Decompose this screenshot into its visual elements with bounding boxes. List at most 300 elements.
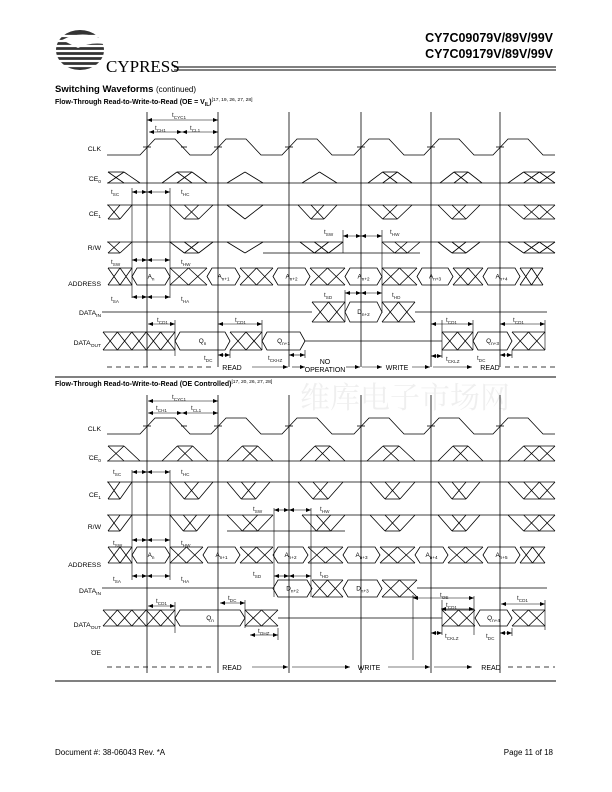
label-main: A	[215, 552, 220, 560]
label-sub: CD1	[447, 319, 457, 325]
signal-label	[68, 562, 101, 569]
label-main: t	[181, 259, 183, 266]
label-sub: HW	[391, 231, 400, 237]
label-main: t	[445, 633, 447, 640]
signal-label	[89, 492, 101, 501]
timing-label	[320, 506, 330, 514]
transition-diagonal	[245, 205, 263, 219]
data-out-label	[486, 338, 499, 346]
timing-label	[156, 598, 167, 606]
label-main: t	[446, 602, 448, 609]
label-main: t	[320, 571, 322, 578]
timing-label	[486, 633, 495, 641]
address-waveform	[108, 547, 545, 563]
timing-label	[111, 259, 121, 267]
signal-label	[89, 176, 101, 185]
label-sub: CD1	[447, 604, 457, 610]
diagram-2	[55, 379, 555, 673]
data-out-label	[199, 338, 207, 346]
transition-diagonal	[466, 242, 480, 253]
label-pre: Flow-Through Read-to-Write-to-Read (	[55, 99, 183, 106]
label-main: D	[357, 309, 362, 317]
label-sub: DC	[229, 597, 237, 603]
label-sub: n+1	[221, 276, 230, 282]
transition-diagonal	[438, 482, 452, 499]
transition-diagonal	[368, 172, 383, 183]
transition-diagonal	[120, 242, 132, 253]
timing-label	[445, 633, 459, 641]
timing-label	[446, 317, 457, 325]
label-sub: n+3	[360, 588, 369, 594]
label-sub: HA	[182, 298, 190, 304]
transition-diagonal	[227, 205, 245, 219]
address-label	[425, 552, 438, 560]
label-sub: CD1	[236, 319, 246, 325]
label-sub: CD1	[157, 600, 167, 606]
transition-diagonal	[466, 515, 480, 531]
diagram-title	[55, 97, 253, 108]
transition-diagonal	[438, 446, 453, 461]
label-main: t	[446, 356, 448, 363]
label-sub: OE	[441, 594, 449, 600]
signal-label	[88, 245, 102, 252]
timing-label	[191, 405, 202, 413]
label-main: A	[428, 273, 434, 281]
label-sub: SD	[325, 294, 333, 300]
label-sub: SD	[254, 573, 262, 579]
signal-label	[89, 455, 101, 464]
data-in-waveform	[102, 580, 547, 597]
label-bar: OE	[91, 650, 101, 657]
phase-label: READ	[480, 365, 500, 372]
label-sub: DC	[478, 357, 486, 363]
label-sub: HC	[182, 191, 190, 197]
timing-label	[172, 394, 186, 402]
transition-diagonal	[440, 172, 454, 183]
label-sub: CKLZ	[446, 635, 459, 641]
part-number-line2: CY7C09179V/89V/99V	[425, 47, 553, 61]
label-main: t	[113, 469, 115, 476]
label-sub: CKHZ	[269, 357, 283, 363]
address-label	[355, 552, 368, 560]
label-pre: Flow-Through Read-to-Write-to-Read (	[55, 381, 183, 388]
timing-label	[181, 189, 190, 197]
data-out-label	[277, 338, 290, 346]
label-sub: n+3	[433, 276, 442, 282]
timing-label	[235, 317, 246, 325]
timing-label	[324, 229, 334, 237]
timing-label	[113, 576, 122, 584]
label-sub: 0	[98, 458, 101, 464]
label-sub: 1	[98, 214, 101, 220]
transition-diagonal	[508, 515, 524, 531]
timing-label	[181, 469, 190, 477]
transition-diagonal	[328, 482, 343, 499]
phase-label: READ	[222, 665, 242, 672]
transition-diagonal	[300, 446, 315, 461]
transition-diagonal	[400, 482, 415, 499]
transition-diagonal	[438, 242, 452, 253]
ce1-waveform	[107, 205, 555, 219]
watermark: 维库电子市场网	[300, 381, 510, 416]
timing-label	[517, 595, 528, 603]
label-main: A	[425, 552, 430, 560]
diagram-title	[55, 379, 273, 388]
label-main: t	[181, 469, 183, 476]
label-sub: n	[151, 276, 155, 282]
label-main: A	[217, 273, 222, 281]
label-main: t	[253, 506, 255, 513]
label-sub: SW	[114, 542, 123, 548]
transition-diagonal	[367, 446, 383, 461]
signal-label	[89, 211, 101, 220]
data-out-label	[487, 615, 500, 623]
ce1-waveform	[107, 482, 555, 499]
label-bar: W	[94, 524, 101, 531]
clk-waveform	[107, 418, 555, 434]
label-main: DATA	[73, 622, 91, 629]
label-sub: OHZ	[259, 630, 270, 636]
label-main: t	[111, 189, 113, 196]
transition-diagonal	[256, 482, 270, 499]
label-main: Q	[277, 338, 283, 346]
transition-diagonal	[400, 515, 415, 531]
signal-label	[68, 281, 101, 288]
label-main: A	[147, 273, 152, 281]
label-main: t	[228, 595, 230, 602]
label-sub: n+2	[361, 276, 370, 282]
address-label	[148, 274, 155, 282]
label-main: t	[156, 598, 158, 605]
data-in-label	[356, 586, 369, 594]
phase-legend	[107, 359, 555, 374]
transition-diagonal	[508, 482, 524, 499]
transition-diagonal	[508, 205, 524, 219]
timing-label	[181, 576, 190, 584]
label-main: t	[324, 229, 326, 236]
transition-diagonal	[468, 446, 483, 461]
label-main: t	[111, 296, 113, 303]
logo-text: CYPRESS	[106, 57, 180, 76]
clk-line	[107, 139, 555, 155]
transition-diagonal	[468, 172, 482, 183]
transition-diagonal	[438, 515, 452, 531]
transition-diagonal	[170, 482, 184, 499]
label-sub: n	[211, 618, 214, 623]
label-main: t	[156, 405, 158, 412]
transition-diagonal	[197, 515, 210, 531]
label-post: Controlled)	[192, 381, 232, 388]
label-sub: SA	[114, 578, 121, 584]
label-main: t	[258, 628, 260, 635]
timing-label	[392, 292, 401, 300]
transition-diagonal	[382, 242, 395, 253]
label-sub: SC	[112, 191, 120, 197]
timing-label	[440, 592, 448, 600]
label-sub: SA	[112, 298, 119, 304]
transition-diagonal	[370, 515, 385, 531]
transition-diagonal	[370, 482, 385, 499]
label-sub: HD	[321, 573, 329, 579]
transition-diagonal	[331, 515, 345, 531]
label-sub: IN	[96, 313, 101, 319]
label-sub: HW	[182, 542, 191, 548]
label-main: Q	[206, 615, 212, 623]
rw-waveform	[107, 515, 555, 531]
label-sub: n+5	[499, 555, 508, 560]
label-sub: n+1	[282, 341, 290, 346]
transition-diagonal	[399, 446, 415, 461]
label-main: Q	[486, 338, 492, 346]
data-in-label	[286, 586, 299, 594]
label-main: t	[446, 317, 448, 324]
transition-diagonal	[368, 205, 383, 219]
transition-diagonal	[199, 205, 213, 219]
timing-label	[113, 469, 122, 477]
signal-label	[79, 310, 101, 319]
address-label	[284, 552, 297, 560]
label-main: t	[172, 394, 174, 401]
label-sub: CH1	[157, 407, 167, 413]
timing-label	[228, 595, 237, 603]
transition-diagonal	[245, 242, 263, 253]
label-main: t	[517, 595, 519, 602]
timing-label	[446, 602, 457, 610]
label-sub: 1	[98, 495, 101, 501]
timing-label	[181, 540, 191, 548]
label-sub: n+2	[288, 555, 297, 560]
label-sub: HC	[182, 471, 190, 477]
label-sub: CL1	[192, 407, 202, 413]
transition-diagonal	[508, 446, 524, 461]
label-sub: n+2	[289, 276, 298, 282]
label-sub: n+4	[429, 555, 438, 560]
label-sub: CD1	[158, 319, 168, 325]
signal-label	[74, 622, 101, 631]
transition-diagonal	[397, 205, 412, 219]
label-sub: CD1	[518, 597, 528, 603]
label-sub: IN	[96, 591, 101, 597]
transition-diagonal	[162, 172, 177, 183]
transition-diagonal	[199, 482, 213, 499]
data-out-waveform	[103, 332, 545, 350]
timing-label	[190, 125, 201, 133]
transition-diagonal	[258, 446, 273, 461]
label-main: t	[181, 296, 183, 303]
label-main: t	[320, 506, 322, 513]
label-main: t	[253, 571, 255, 578]
label-main: t	[235, 317, 237, 324]
label-sub: DC	[487, 635, 495, 641]
label-main: A	[495, 273, 500, 281]
label-sub: SW	[254, 508, 263, 514]
section-title: Switching Waveforms	[55, 84, 154, 95]
label-main: t	[155, 125, 157, 132]
ce0-waveform	[107, 172, 555, 183]
transition-diagonal	[302, 172, 320, 183]
label-sub: CYC1	[173, 396, 187, 402]
timing-label	[155, 125, 166, 133]
label-sub: n+4	[492, 618, 500, 623]
label-main: Q	[198, 338, 204, 346]
address-label	[495, 274, 508, 282]
signal-label	[88, 426, 102, 433]
section-heading	[55, 84, 196, 95]
transition-diagonal	[302, 515, 316, 531]
label-sub: HD	[393, 294, 401, 300]
label-main: D	[286, 585, 291, 593]
signal-label	[79, 588, 101, 597]
label-notes: [17, 19, 26, 27, 28]	[211, 98, 253, 103]
timing-label	[320, 571, 329, 579]
label-main: A	[147, 552, 152, 560]
address-label	[217, 274, 230, 282]
label-main: CLK	[87, 426, 101, 433]
label-main: t	[191, 405, 193, 412]
label-sub: n+1	[219, 555, 228, 560]
label-bar: OE	[182, 99, 193, 106]
label-sub: SC	[114, 471, 122, 477]
signal-label	[74, 340, 101, 349]
label-sub: CKLZ	[447, 358, 460, 364]
label-main: A	[284, 552, 289, 560]
transition-diagonal	[300, 242, 314, 253]
label-sub: HW	[321, 508, 330, 514]
transition-diagonal	[170, 205, 184, 219]
label-sub: IL	[204, 101, 210, 108]
label-main: DATA	[79, 310, 97, 317]
label-main: A	[285, 273, 290, 281]
label-main: t	[157, 317, 159, 324]
timing-label	[113, 540, 123, 548]
timing-label	[324, 292, 333, 300]
timing-label	[181, 296, 190, 304]
label-bar: CE	[88, 176, 99, 183]
address-label	[148, 552, 155, 560]
signal-label	[88, 524, 102, 531]
label-sub: n	[151, 555, 155, 560]
label-sub: n+2	[290, 588, 299, 594]
label-sub: CL1	[191, 127, 201, 133]
label-bar: CE	[88, 455, 99, 462]
label-sub: CYC1	[173, 114, 187, 120]
label-main: t	[190, 125, 192, 132]
address-label	[495, 552, 508, 560]
transition-diagonal	[397, 172, 412, 183]
timing-reference-lines	[132, 470, 545, 660]
label-main: A	[495, 552, 500, 560]
clk-waveform	[107, 139, 555, 155]
transition-diagonal	[199, 242, 213, 253]
timing-label	[390, 229, 400, 237]
label-main: t	[390, 229, 392, 236]
transition-diagonal	[258, 515, 273, 531]
edge-lines	[147, 112, 500, 367]
phase-label: READ	[222, 365, 242, 372]
data-in-waveform	[102, 302, 547, 322]
rw-waveform	[107, 242, 555, 253]
label-sub: n+2	[361, 312, 370, 317]
transition-diagonal	[245, 172, 263, 183]
data-out-waveform	[103, 610, 545, 626]
document-number: Document #: 38-06043 Rev. *A	[55, 748, 166, 757]
timing-label	[156, 405, 167, 413]
label-main: t	[172, 112, 174, 119]
address-label	[357, 274, 370, 282]
transition-diagonal	[330, 446, 345, 461]
timing-label	[181, 259, 191, 267]
label-main: CE	[88, 492, 99, 499]
signal-label	[88, 146, 102, 153]
label-main: ADDRESS	[68, 562, 101, 569]
diagram-1	[55, 97, 555, 374]
timing-label	[253, 571, 262, 579]
transition-diagonal	[192, 172, 207, 183]
part-number-line1: CY7C09079V/89V/99V	[425, 31, 553, 45]
timing-label	[172, 112, 186, 120]
label-sub: CH1	[156, 127, 166, 133]
section-note: (continued)	[156, 85, 197, 94]
phase-label: READ	[481, 665, 501, 672]
transition-diagonal	[170, 515, 183, 531]
label-sub: SW	[325, 231, 334, 237]
transition-diagonal	[407, 242, 420, 253]
transition-diagonal	[227, 482, 241, 499]
label-main: DATA	[79, 588, 97, 595]
label-main: A	[357, 273, 362, 281]
label-sub: n+3	[359, 555, 368, 560]
label-sub: OUT	[90, 343, 101, 349]
label-main: D	[356, 585, 361, 593]
label-sub: DC	[205, 357, 213, 363]
label-main: t	[477, 355, 479, 362]
label-main: CE	[88, 211, 99, 218]
label-notes: [17, 20, 26, 27, 28]	[231, 380, 273, 385]
transition-diagonal	[227, 172, 245, 183]
transition-diagonal	[120, 205, 132, 219]
timing-label	[253, 506, 263, 514]
transition-diagonal	[298, 205, 311, 219]
label-main: t	[181, 540, 183, 547]
label-sub: SW	[112, 261, 121, 267]
label-main: t	[111, 259, 113, 266]
timing-label	[268, 355, 282, 363]
transition-diagonal	[508, 172, 524, 183]
label-main: t	[204, 355, 206, 362]
label-main: t	[268, 355, 270, 362]
label-sub: n	[203, 341, 207, 346]
label-main: A	[355, 552, 360, 560]
label-post: )	[209, 99, 212, 106]
transition-diagonal	[124, 446, 140, 461]
label-sub: CD1	[514, 319, 524, 325]
label-main: Q	[487, 615, 493, 623]
timing-label	[258, 628, 270, 636]
label-sub: HA	[182, 578, 190, 584]
timing-label	[111, 189, 120, 197]
transition-diagonal	[162, 446, 177, 461]
transition-diagonal	[466, 205, 480, 219]
label-main: t	[113, 576, 115, 583]
label-bar: OE	[182, 381, 193, 388]
address-waveform	[108, 268, 543, 285]
transition-diagonal	[329, 242, 343, 253]
label-sub: n+4	[499, 276, 508, 282]
label-main: t	[513, 317, 515, 324]
edge-lines	[147, 395, 500, 673]
signal-label	[91, 650, 101, 657]
transition-diagonal	[466, 482, 480, 499]
